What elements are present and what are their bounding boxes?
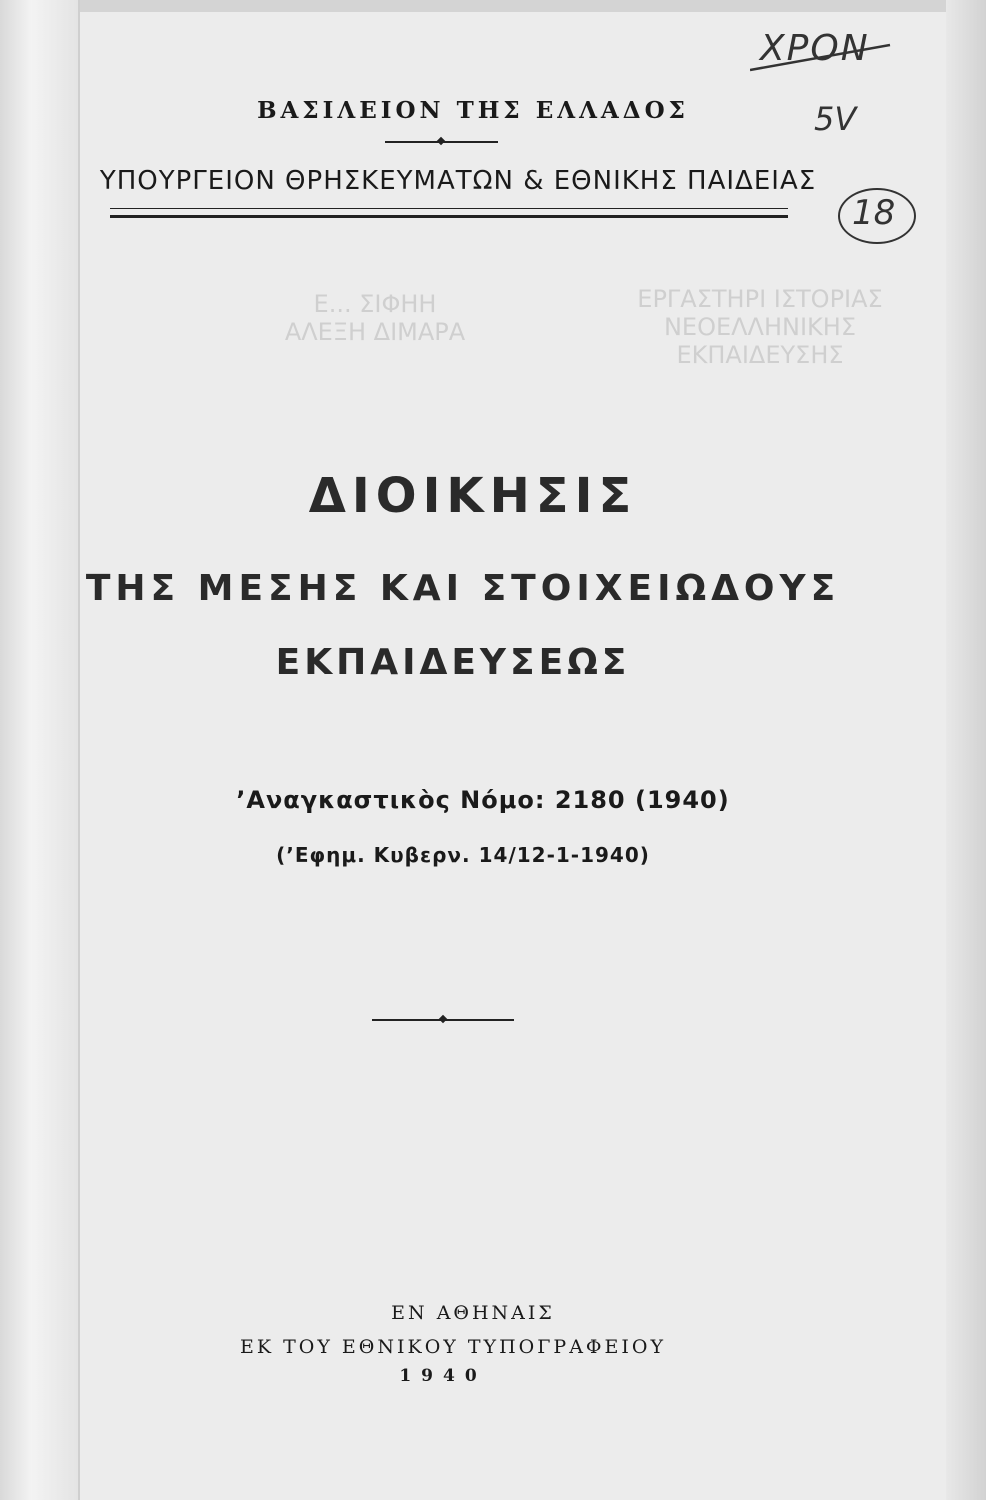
- law-reference: ’Αναγκαστικὸς Νόμο: 2180 (1940): [236, 786, 730, 814]
- handwritten-number: 5V: [814, 100, 857, 138]
- imprint-place: ΕΝ ΑΘΗΝΑΙΣ: [391, 1302, 555, 1324]
- ministry-heading: ΥΠΟΥΡΓΕΙΟΝ ΘΡΗΣΚΕΥΜΑΤΩΝ & ΕΘΝΙΚΗΣ ΠΑΙΔΕΙΑΣ: [99, 166, 817, 196]
- faded-stamp-left-line: Ε... ΣΙΦΗΗ: [313, 290, 437, 318]
- document-subtitle-line2: ΕΚΠΑΙΔΕΥΣΕΩΣ: [275, 642, 631, 683]
- diamond-ornament: [437, 137, 445, 145]
- imprint-press: ΕΚ ΤΟΥ ΕΘΝΙΚΟΥ ΤΥΠΟΓΡΑΦΕΙΟΥ: [240, 1336, 666, 1358]
- diamond-ornament: [439, 1015, 447, 1023]
- book-spine: [0, 0, 80, 1500]
- scan-right-edge: [946, 0, 986, 1500]
- header-rule-thick: [110, 215, 788, 218]
- handwritten-code: ΧΡΟΝ: [760, 28, 870, 69]
- faded-stamp-left: [255, 290, 495, 346]
- faded-stamp-right-line: ΕΡΓΑΣΤΗΡΙ ΙΣΤΟΡΙΑΣ: [637, 285, 883, 313]
- imprint-year: 1940: [399, 1366, 487, 1386]
- faded-stamp-right-line: ΕΚΠΑΙΔΕΥΣΗΣ: [676, 341, 844, 369]
- gazette-reference: (’Εφημ. Κυβερν. 14/12-1-1940): [276, 843, 650, 867]
- circled-number: 18: [852, 193, 896, 233]
- document-title: ΔΙΟΙΚΗΣΙΣ: [308, 468, 638, 524]
- header-rule-thin: [110, 208, 788, 209]
- kingdom-heading: ΒΑΣΙΛΕΙΟΝ ΤΗΣ ΕΛΛΑΔΟΣ: [257, 97, 689, 124]
- handwritten-strikeout: [750, 40, 900, 80]
- faded-stamp-right: [615, 285, 905, 369]
- document-subtitle-line1: ΤΗΣ ΜΕΣΗΣ ΚΑΙ ΣΤΟΙΧΕΙΩΔΟΥΣ: [85, 568, 841, 609]
- scan-top-edge: [0, 0, 986, 12]
- faded-stamp-right-line: ΝΕΟΕΛΛΗΝΙΚΗΣ: [663, 313, 857, 341]
- faded-stamp-left-line: ΑΛΕΞΗ ΔΙΜΑΡΑ: [284, 318, 466, 346]
